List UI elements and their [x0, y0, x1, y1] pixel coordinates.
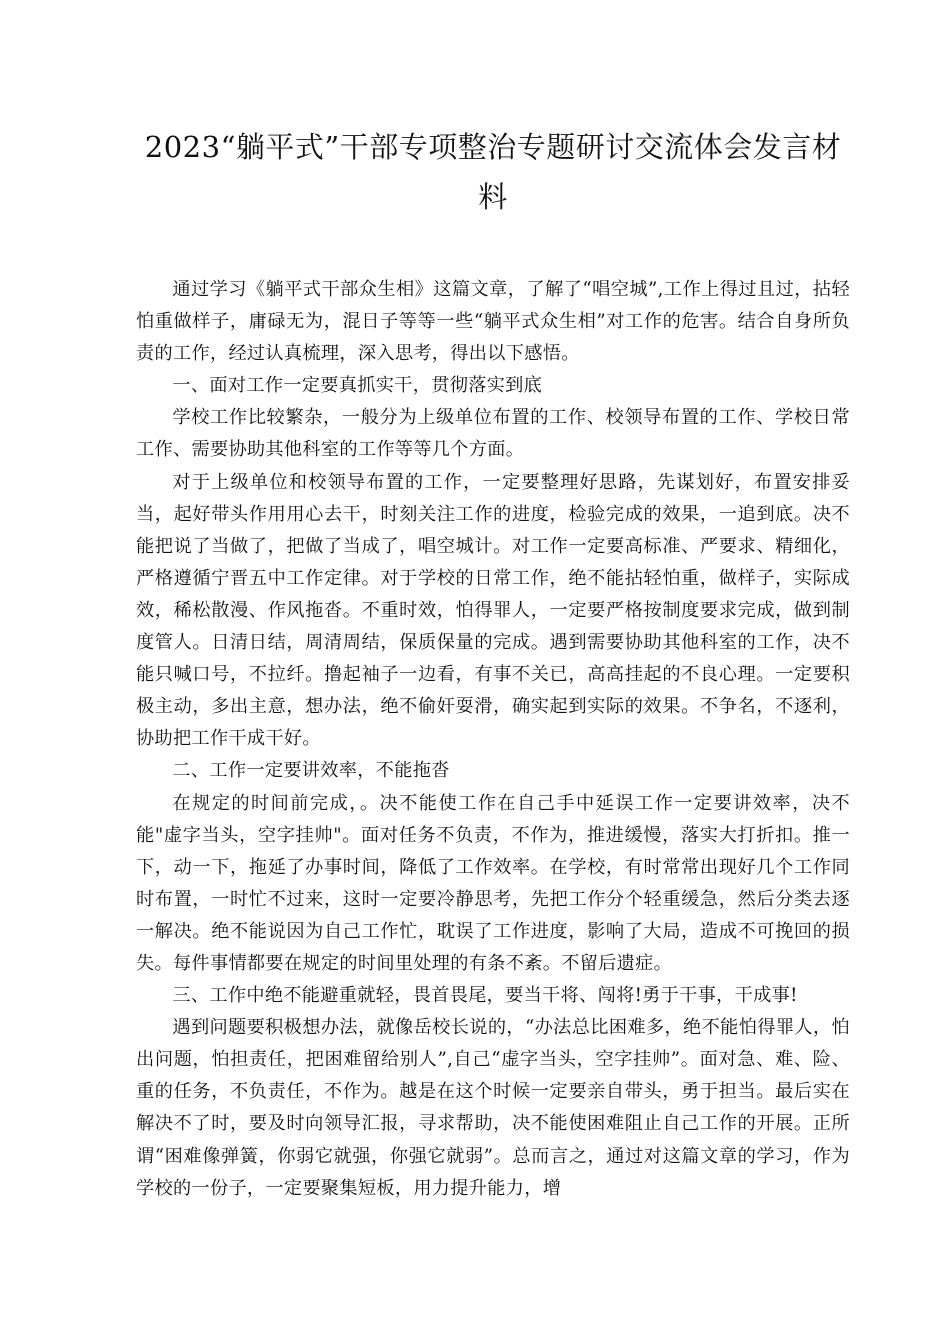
- section-heading-2: 二、工作一定要讲效率，不能拖沓: [172, 760, 450, 782]
- section-heading-1: 一、面对工作一定要真抓实干，贯彻落实到底: [172, 375, 543, 397]
- paragraph-2: 在规定的时间前完成，。决不能使工作在自己手中延误工作一定要讲效率，决不能"虚字当头，空字挂帅"。面对任务不负责，不作为，推进缓慢，落实大打折扣。推一下，动一下，拖延了办事时间，降低了工作效率。在学校，有时常常出现好几个工作同时布置，一时忙不过来，这时一定要冷静思考，先把工作分个轻重缓急，然后分类去逐一解决。绝不能说因为自己工作忙，耽误了工作进度，影响了大局，造成不可挽回的损失。每件事情都要在规定的时间里处理的有条不紊。不留后遗症。: [136, 792, 850, 974]
- paragraph-1a: 学校工作比较繁杂，一般分为上级单位布置的工作、校领导布置的工作、学校日常工作、需要协助其他科室的工作等等几个方面。: [136, 407, 850, 461]
- paragraph-intro: 通过学习《躺平式干部众生相》这篇文章，了解了“唱空城”,工作上得过且过，拈轻怕重做样子，庸碌无为，混日子等等一些“躺平式众生相”对工作的危害。结合自身所负责的工作，经过认真梳理，深入思考，得出以下感悟。: [136, 279, 850, 365]
- document-title: 2023“躺平式”干部专项整治专题研讨交流体会发言材料: [144, 130, 842, 214]
- document-body: [136, 274, 850, 1205]
- paragraph-1b: 对于上级单位和校领导布置的工作，一定要整理好思路，先谋划好，布置安排妥当，起好带头作用用心去干，时刻关注工作的进度，检验完成的效果，一追到底。决不能把说了当做了，把做了当成了，唱空城计。对工作一定要高标准、严要求、精细化，严格遵循宁晋五中工作定律。对于学校的日常工作，绝不能拈轻怕重，做样子，实际成效，稀松散漫、作风拖沓。不重时效，怕得罪人，一定要严格按制度要求完成，做到制度管人。日清日结，周清周结，保质保量的完成。遇到需要协助其他科室的工作，决不能只喊口号，不拉纤。撸起袖子一边看，有事不关已，高高挂起的不良心理。一定要积极主动，多出主意，想办法，绝不偷奸耍滑，确实起到实际的效果。不争名，不逐利，协助把工作干成干好。: [136, 471, 850, 750]
- paragraph-3: 遇到问题要积极想办法，就像岳校长说的，“办法总比困难多，绝不能怕得罪人，怕出问题，怕担责任，把困难留给别人”,自己“虚字当头，空字挂帅”。面对急、难、险、重的任务，不负责任，不作为。越是在这个时候一定要亲自带头，勇于担当。最后实在解决不了时，要及时向领导汇报，寻求帮助，决不能使困难阻止自己工作的开展。正所谓“困难像弹簧，你弱它就强，你强它就弱”。总而言之，通过对这篇文章的学习，作为学校的一份子，一定要聚集短板，用力提升能力，增: [136, 1017, 850, 1199]
- section-heading-3: 三、工作中绝不能避重就轻，畏首畏尾，要当干将、闯将!勇于干事，干成事!: [172, 985, 798, 1007]
- document-page: [136, 122, 850, 1205]
